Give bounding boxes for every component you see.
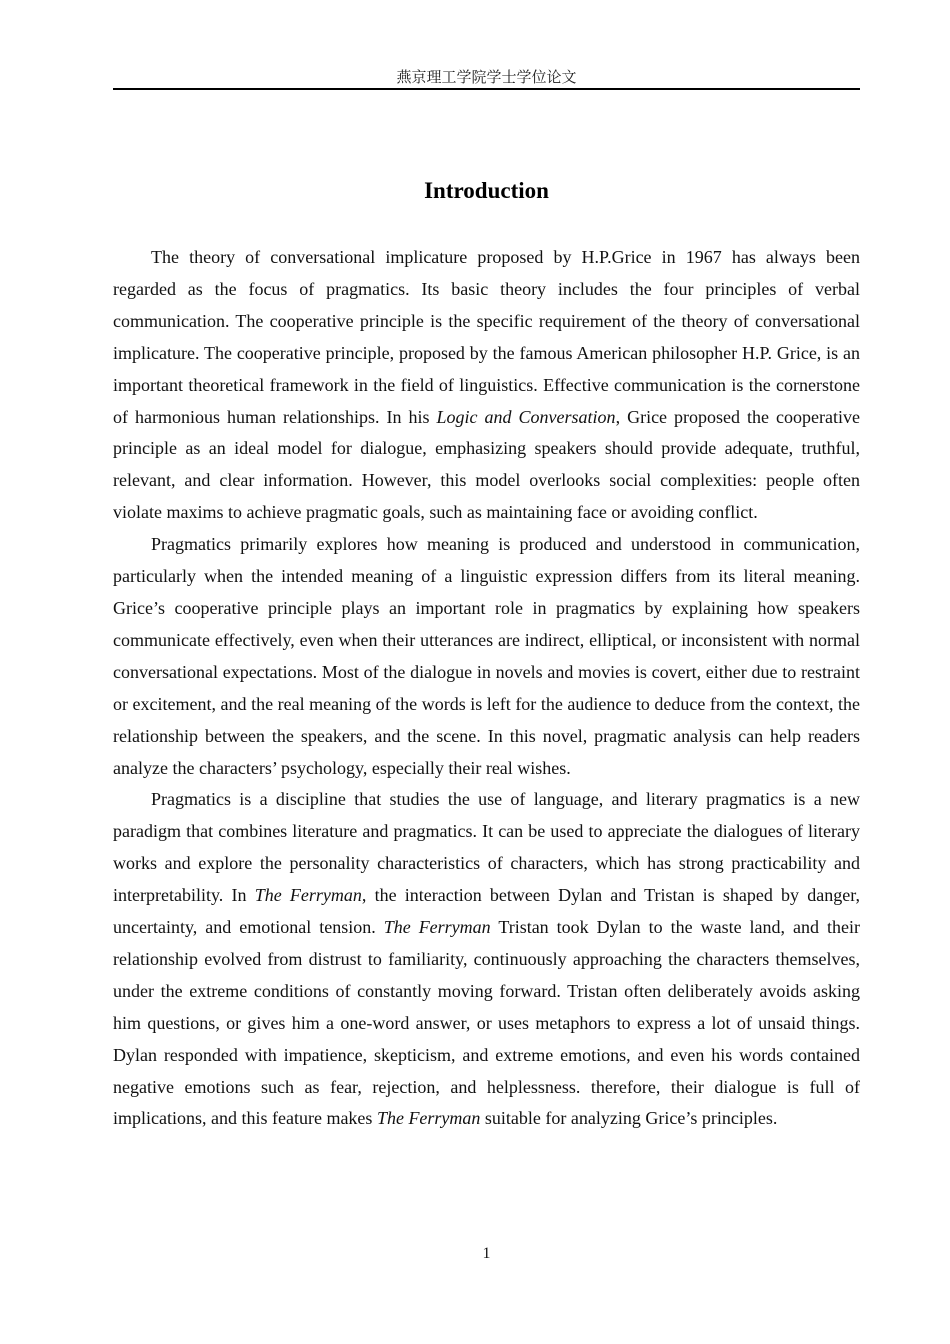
running-header: 燕京理工学院学士学位论文 xyxy=(113,66,860,90)
page-number: 1 xyxy=(482,1245,491,1262)
paragraph xyxy=(113,242,860,529)
paragraph-text: Pragmatics primarily explores how meaning is produced and understood in communication, particularly when the intended meaning of a linguistic expression differs from its literal meaning. Grice’s cooperative principle plays an important role in pragmatics by explaining how speakers communicate effectively, even when their utterances are indirect, elliptical, or inconsistent with normal conversational expectations. Most of the dialogue in novels and movies is covert, either due to restraint or excitement, and the real meaning of the words is left for the audience to deduce from the context, the relationship between the speakers, and the scene. In this novel, pragmatic analysis can help readers analyze the characters’ psychology, especially their real wishes. xyxy=(113,534,860,778)
section-title: Introduction xyxy=(424,178,549,203)
paragraph-text: Pragmatics is a discipline that studies the use of language, and literary pragmatics is a new paradigm that combines literature and pragmatics. It can be used to appreciate the dialogues of literary works and explore the personality characteristics of characters, which has strong practicability and interpretability. In xyxy=(113,789,860,906)
italic-title-text: Logic and Conversation xyxy=(436,406,616,427)
paragraph-text: Tristan took Dylan to the waste land, and their relationship evolved from distrust to familiarity, continuously approaching the characters themselves, under the extreme conditions of constantly moving forward. Tristan often deliberately avoids asking him questions, or gives him a one-word answer, or uses metaphors to express a lot of unsaid things. Dylan responded with impatience, skepticism, and extreme emotions, and even his words contained negative emotions such as fear, rejection, and helplessness. therefore, their dialogue is full of implications, and this feature makes xyxy=(113,917,860,1129)
paragraph-text: , the interaction between Dylan and Tristan is shaped by danger, uncertainty, and emotional tension. xyxy=(113,885,861,938)
paragraph xyxy=(113,784,860,1135)
paragraph-text: suitable for analyzing Grice’s principles. xyxy=(480,1108,778,1129)
body-text xyxy=(113,242,860,1135)
paragraph xyxy=(113,529,860,784)
italic-title-text: The Ferryman xyxy=(383,917,491,938)
italic-title-text: The Ferryman xyxy=(254,885,362,906)
paragraph-text: The theory of conversational implicature proposed by H.P.Grice in 1967 has always been regarded as the focus of pragmatics. Its basic theory includes the four principles of verbal communication. The cooperative principle is the specific requirement of the theory of conversational implicature. The cooperative principle, proposed by the famous American philosopher H.P. Grice, is an important theoretical framework in the field of linguistics. Effective communication is the cornerstone of harmonious human relationships. In his xyxy=(113,247,860,427)
italic-title-text: The Ferryman xyxy=(376,1108,481,1129)
paragraph-text: , Grice proposed the cooperative principle as an ideal model for dialogue, emphasizing speakers should provide adequate, truthful, relevant, and clear information. However, this model overlooks social complexities: people often violate maxims to achieve pragmatic goals, such as maintaining face or avoiding conflict. xyxy=(113,406,861,523)
